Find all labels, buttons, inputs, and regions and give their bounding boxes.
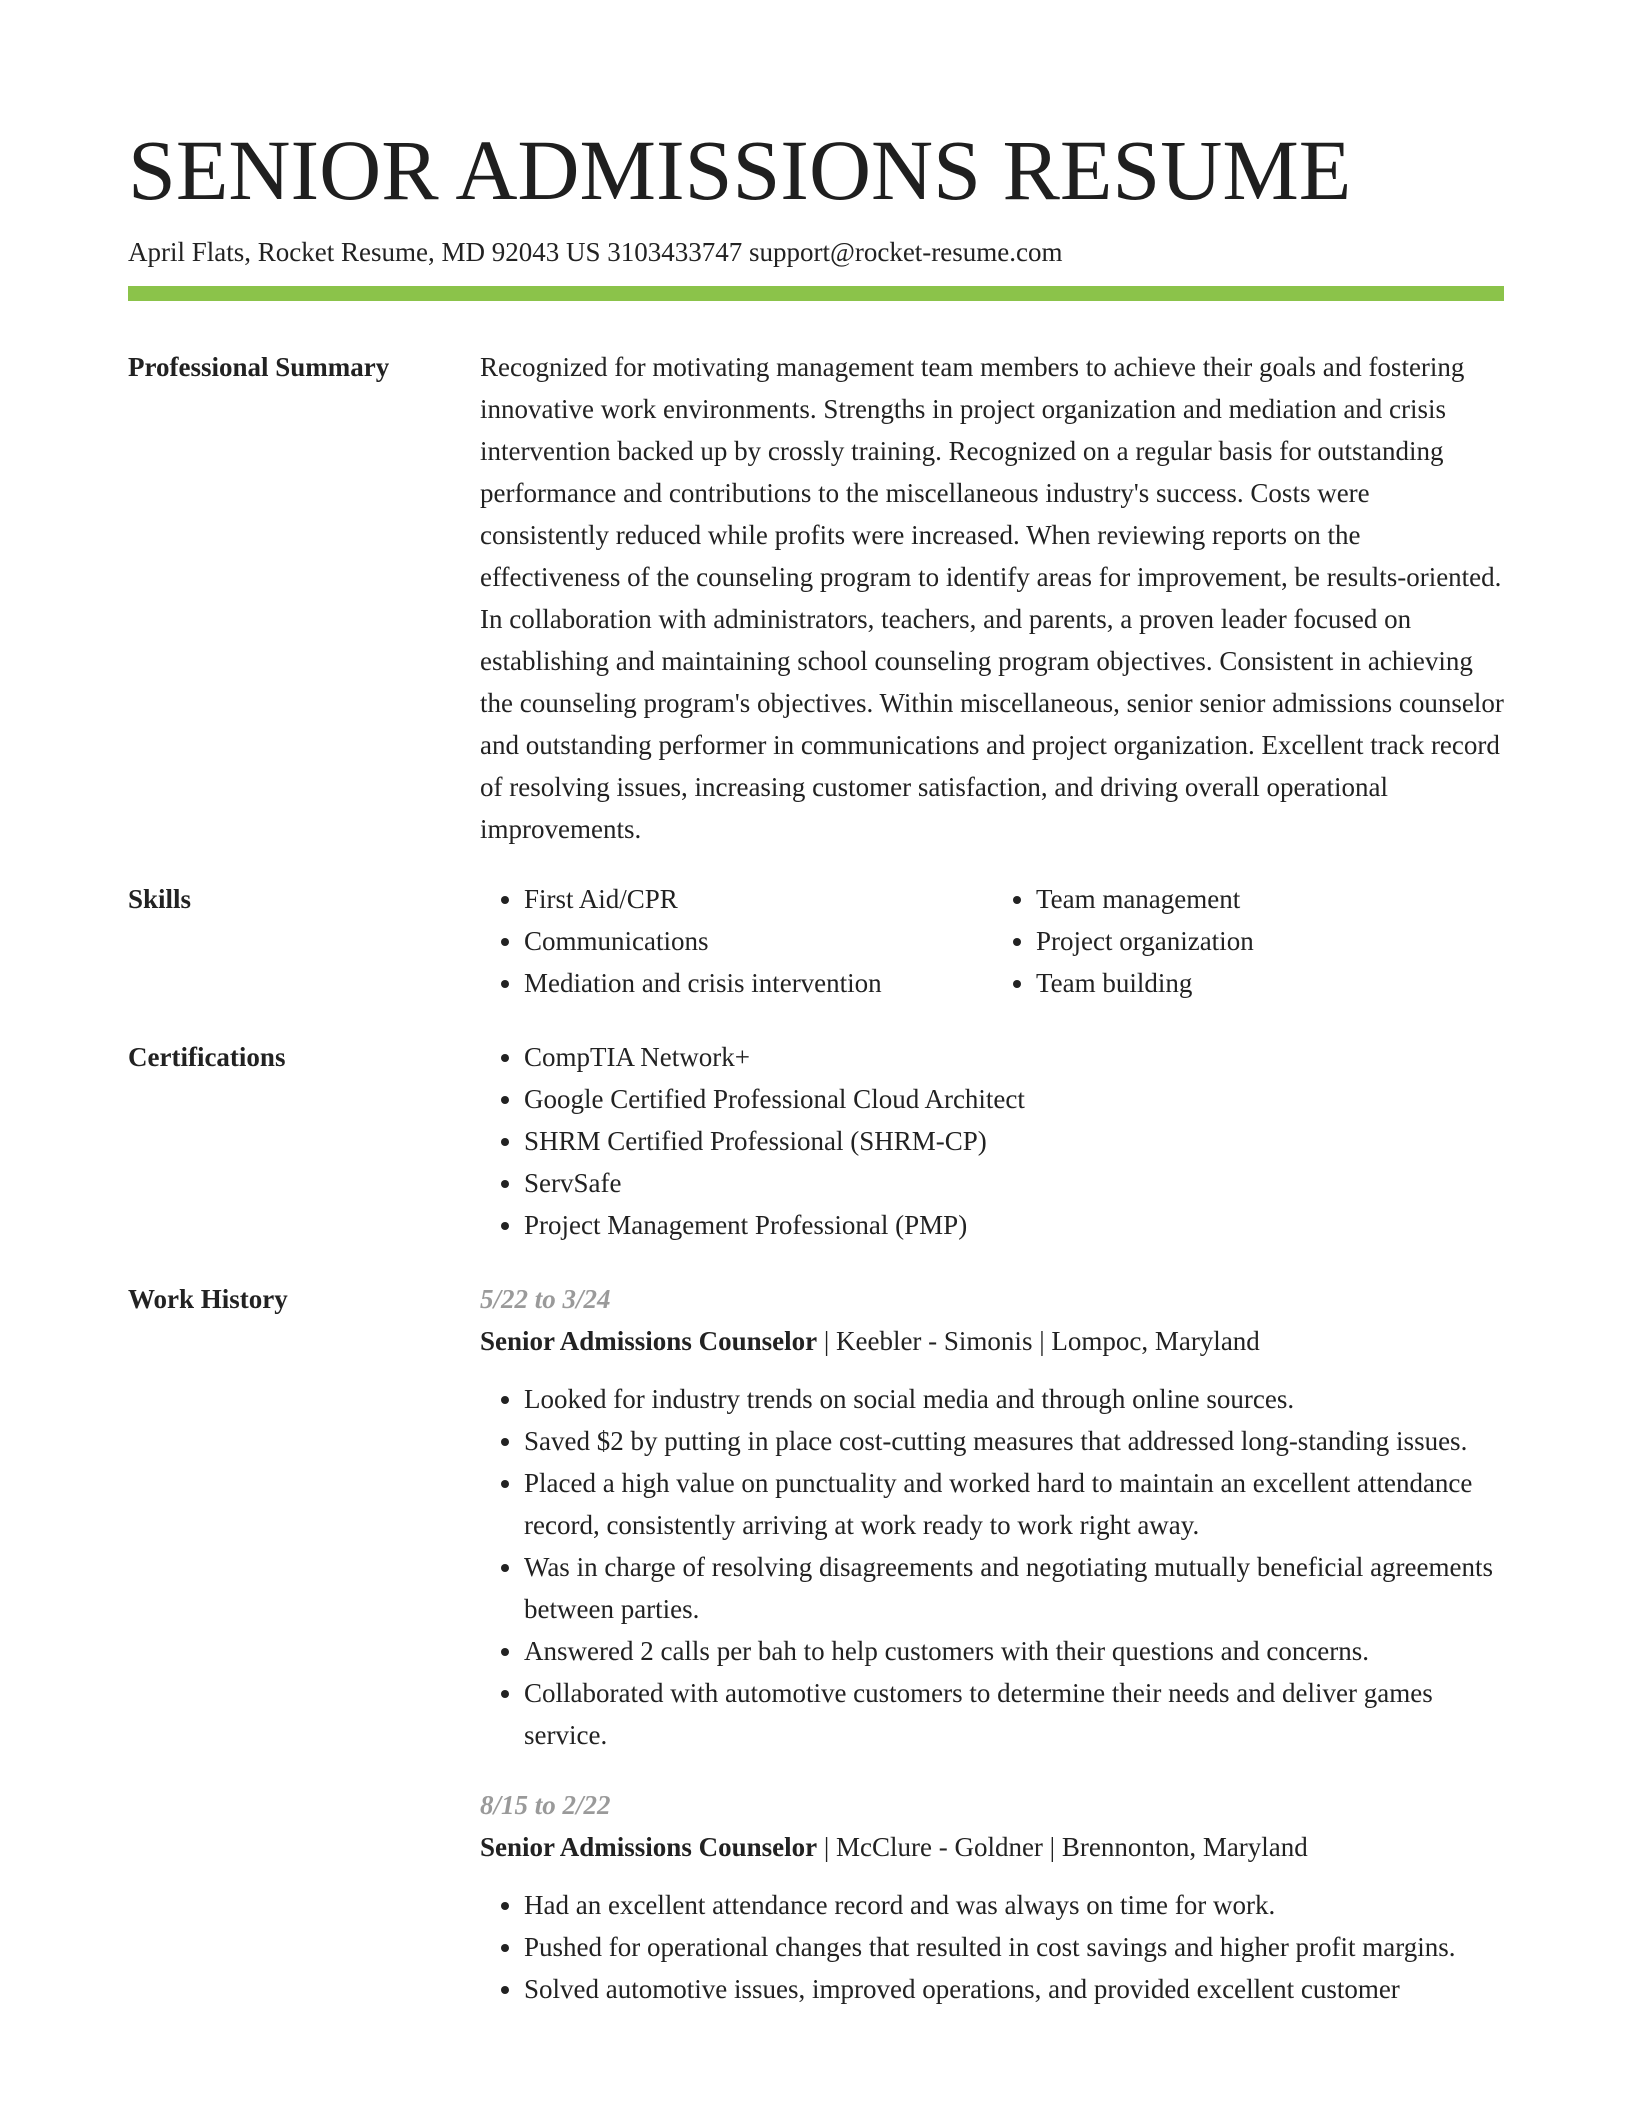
job-bullet: • Answered 2 calls per bah to help customers with their questions and concerns. xyxy=(524,1630,1504,1672)
skill-item: • Mediation and crisis intervention xyxy=(524,962,992,1004)
work-history-section xyxy=(128,1278,1504,2010)
job-bullet: • Had an excellent attendance record and was always on time for work. xyxy=(524,1884,1504,1926)
skills-heading: Skills xyxy=(128,884,192,914)
job-title: Senior Admissions Counselor xyxy=(480,1326,818,1356)
job-bullets xyxy=(480,1884,1504,2010)
skill-item: • Team building xyxy=(1036,962,1504,1004)
skill-item: • Communications xyxy=(524,920,992,962)
certification-item: • ServSafe xyxy=(524,1162,1504,1204)
certification-item: • CompTIA Network+ xyxy=(524,1036,1504,1078)
skill-item: • First Aid/CPR xyxy=(524,878,992,920)
certifications-heading: Certifications xyxy=(128,1042,286,1072)
certification-item: • Project Management Professional (PMP) xyxy=(524,1204,1504,1246)
job-entry xyxy=(480,1784,1504,2010)
work-history-heading: Work History xyxy=(128,1284,288,1314)
resume-title: SENIOR ADMISSIONS RESUME xyxy=(128,122,1352,218)
skills-list-right xyxy=(992,878,1504,1004)
job-bullet: • Placed a high value on punctuality and worked hard to maintain an excellent attendance record, consistently arriving at work ready to work right away. xyxy=(524,1462,1504,1546)
certifications-section xyxy=(128,1036,1504,1246)
job-bullet: • Collaborated with automotive customers to determine their needs and deliver games service. xyxy=(524,1672,1504,1756)
job-dates: 5/22 to 3/24 xyxy=(480,1284,611,1314)
job-details: | McClure - Goldner | Brennonton, Maryland xyxy=(817,1832,1308,1862)
job-bullet: • Was in charge of resolving disagreements and negotiating mutually beneficial agreements between parties. xyxy=(524,1546,1504,1630)
job-entry xyxy=(480,1278,1504,1756)
job-bullet: • Looked for industry trends on social media and through online sources. xyxy=(524,1378,1504,1420)
resume-header xyxy=(128,120,1504,270)
skill-item: • Team management xyxy=(1036,878,1504,920)
job-bullet: • Saved $2 by putting in place cost-cutting measures that addressed long-standing issues. xyxy=(524,1420,1504,1462)
job-dates: 8/15 to 2/22 xyxy=(480,1790,611,1820)
certifications-list xyxy=(480,1036,1504,1246)
job-title: Senior Admissions Counselor xyxy=(480,1832,818,1862)
job-bullets xyxy=(480,1378,1504,1756)
certification-item: • Google Certified Professional Cloud Architect xyxy=(524,1078,1504,1120)
certification-item: • SHRM Certified Professional (SHRM-CP) xyxy=(524,1120,1504,1162)
summary-text: Recognized for motivating management team members to achieve their goals and fostering innovative work environments. Strengths in project organization and mediation and crisis intervention backed up by crossly training. Recognized on a regular basis for outstanding performance and contributions to the miscellaneous industry's success. Costs were consistently reduced while profits were increased. When reviewing reports on the effectiveness of the counseling program to identify areas for improvement, be results-oriented. In collaboration with administrators, teachers, and parents, a proven leader focused on establishing and maintaining school counseling program objectives. Consistent in achieving the counseling program's objectives. Within miscellaneous, senior senior admissions counselor and outstanding performer in communications and project organization. Excellent track record of resolving issues, increasing customer satisfaction, and driving overall operational improvements. xyxy=(480,352,1504,844)
job-heading xyxy=(480,1826,1504,1868)
header-divider xyxy=(128,286,1504,301)
job-bullet: • Solved automotive issues, improved operations, and provided excellent customer xyxy=(524,1968,1504,2010)
job-details: | Keebler - Simonis | Lompoc, Maryland xyxy=(817,1326,1260,1356)
skill-item: • Project organization xyxy=(1036,920,1504,962)
skills-section xyxy=(128,878,1504,1004)
summary-heading: Professional Summary xyxy=(128,352,390,382)
summary-section xyxy=(128,346,1504,850)
job-bullet: • Pushed for operational changes that resulted in cost savings and higher profit margins. xyxy=(524,1926,1504,1968)
contact-line: April Flats, Rocket Resume, MD 92043 US 3103433747 support@rocket-resume.com xyxy=(128,237,1063,267)
skills-list-left xyxy=(480,878,992,1004)
job-heading xyxy=(480,1320,1504,1362)
